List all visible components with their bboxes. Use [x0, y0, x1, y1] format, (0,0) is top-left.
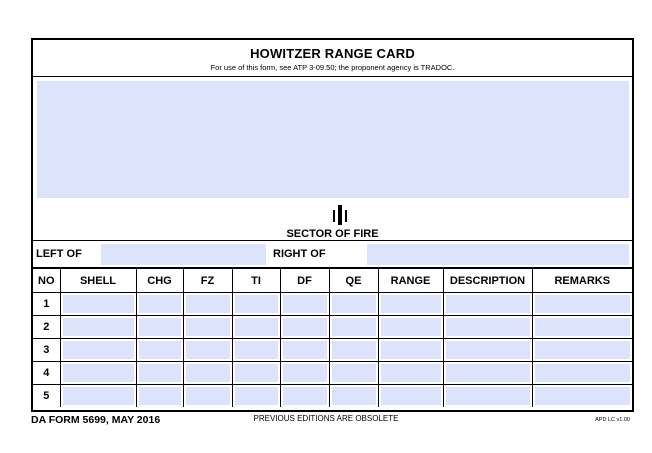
right-of-label: RIGHT OF	[273, 248, 326, 260]
fz-cell	[183, 293, 232, 316]
column-header-fz: FZ	[183, 269, 232, 293]
df-field[interactable]	[283, 341, 327, 359]
range-field[interactable]	[381, 295, 441, 313]
ti-cell	[232, 385, 280, 408]
fz-cell	[183, 362, 232, 385]
chg-field[interactable]	[139, 387, 181, 405]
qe-cell	[329, 339, 378, 362]
range-card-form	[31, 38, 634, 412]
qe-cell	[329, 385, 378, 408]
chg-cell	[136, 385, 183, 408]
shell-cell	[60, 385, 136, 408]
qe-field[interactable]	[332, 295, 376, 313]
version-label: APD LC v1.00	[595, 417, 630, 423]
description-field[interactable]	[446, 341, 530, 359]
form-title: HOWITZER RANGE CARD	[250, 46, 415, 61]
ti-field[interactable]	[235, 318, 278, 336]
row-number: 1	[33, 293, 60, 316]
table-body	[33, 293, 632, 408]
column-header-df: DF	[280, 269, 329, 293]
left-of-label: LEFT OF	[36, 248, 82, 260]
df-field[interactable]	[283, 295, 327, 313]
range-field[interactable]	[381, 318, 441, 336]
chg-field[interactable]	[139, 318, 181, 336]
qe-field[interactable]	[332, 387, 376, 405]
chg-field[interactable]	[139, 341, 181, 359]
column-header-remarks: REMARKS	[532, 269, 632, 293]
df-cell	[280, 385, 329, 408]
remarks-field[interactable]	[535, 295, 631, 313]
sector-of-fire-icon	[332, 204, 348, 226]
range-cell	[378, 362, 443, 385]
shell-field[interactable]	[63, 295, 134, 313]
qe-cell	[329, 316, 378, 339]
left-right-row	[33, 240, 632, 268]
chg-field[interactable]	[139, 364, 181, 382]
df-cell	[280, 362, 329, 385]
left-of-field[interactable]	[101, 244, 266, 265]
remarks-cell	[532, 316, 632, 339]
description-cell	[443, 385, 532, 408]
df-field[interactable]	[283, 318, 327, 336]
chg-cell	[136, 362, 183, 385]
shell-field[interactable]	[63, 364, 134, 382]
fz-field[interactable]	[186, 364, 230, 382]
row-number: 5	[33, 385, 60, 408]
range-cell	[378, 293, 443, 316]
range-field[interactable]	[381, 387, 441, 405]
table-row	[33, 339, 632, 362]
fz-cell	[183, 339, 232, 362]
df-cell	[280, 316, 329, 339]
table-row	[33, 316, 632, 339]
qe-cell	[329, 293, 378, 316]
chg-cell	[136, 316, 183, 339]
row-number: 2	[33, 316, 60, 339]
range-table	[33, 268, 632, 407]
description-cell	[443, 293, 532, 316]
shell-field[interactable]	[63, 387, 134, 405]
remarks-field[interactable]	[535, 318, 631, 336]
remarks-field[interactable]	[535, 364, 631, 382]
df-cell	[280, 339, 329, 362]
table-row	[33, 362, 632, 385]
obsolete-notice: PREVIOUS EDITIONS ARE OBSOLETE	[253, 414, 399, 423]
shell-field[interactable]	[63, 341, 134, 359]
table-row	[33, 385, 632, 408]
fz-field[interactable]	[186, 295, 230, 313]
description-cell	[443, 339, 532, 362]
row-number: 3	[33, 339, 60, 362]
ti-field[interactable]	[235, 295, 278, 313]
description-field[interactable]	[446, 387, 530, 405]
range-cell	[378, 385, 443, 408]
remarks-cell	[532, 385, 632, 408]
chg-field[interactable]	[139, 295, 181, 313]
remarks-field[interactable]	[535, 387, 631, 405]
form-header	[33, 40, 632, 77]
description-field[interactable]	[446, 295, 530, 313]
description-cell	[443, 362, 532, 385]
ti-cell	[232, 362, 280, 385]
ti-field[interactable]	[235, 387, 278, 405]
description-field[interactable]	[446, 318, 530, 336]
sector-sketch-field[interactable]	[37, 81, 629, 198]
fz-field[interactable]	[186, 341, 230, 359]
sector-of-fire-label: SECTOR OF FIRE	[286, 228, 379, 240]
fz-cell	[183, 385, 232, 408]
column-header-description: DESCRIPTION	[443, 269, 532, 293]
df-field[interactable]	[283, 387, 327, 405]
remarks-cell	[532, 293, 632, 316]
ti-cell	[232, 293, 280, 316]
chg-cell	[136, 339, 183, 362]
df-field[interactable]	[283, 364, 327, 382]
description-cell	[443, 316, 532, 339]
qe-field[interactable]	[332, 364, 376, 382]
shell-cell	[60, 362, 136, 385]
range-field[interactable]	[381, 341, 441, 359]
shell-cell	[60, 339, 136, 362]
fz-cell	[183, 316, 232, 339]
description-field[interactable]	[446, 364, 530, 382]
range-cell	[378, 316, 443, 339]
fz-field[interactable]	[186, 318, 230, 336]
ti-cell	[232, 339, 280, 362]
df-cell	[280, 293, 329, 316]
chg-cell	[136, 293, 183, 316]
shell-cell	[60, 316, 136, 339]
qe-field[interactable]	[332, 318, 376, 336]
shell-field[interactable]	[63, 318, 134, 336]
table-row	[33, 293, 632, 316]
range-cell	[378, 339, 443, 362]
qe-field[interactable]	[332, 341, 376, 359]
form-subtitle: For use of this form, see ATP 3-09.50; the proponent agency is TRADOC.	[210, 63, 455, 72]
fz-field[interactable]	[186, 387, 230, 405]
ti-field[interactable]	[235, 341, 278, 359]
column-header-qe: QE	[329, 269, 378, 293]
right-of-field[interactable]	[367, 244, 629, 265]
column-header-chg: CHG	[136, 269, 183, 293]
row-number: 4	[33, 362, 60, 385]
table-header-row	[33, 269, 632, 293]
column-header-ti: TI	[232, 269, 280, 293]
remarks-field[interactable]	[535, 341, 631, 359]
column-header-no: NO	[33, 269, 60, 293]
remarks-cell	[532, 362, 632, 385]
shell-cell	[60, 293, 136, 316]
form-id: DA FORM 5699, MAY 2016	[31, 414, 161, 426]
column-header-shell: SHELL	[60, 269, 136, 293]
column-header-range: RANGE	[378, 269, 443, 293]
ti-cell	[232, 316, 280, 339]
remarks-cell	[532, 339, 632, 362]
qe-cell	[329, 362, 378, 385]
ti-field[interactable]	[235, 364, 278, 382]
range-field[interactable]	[381, 364, 441, 382]
